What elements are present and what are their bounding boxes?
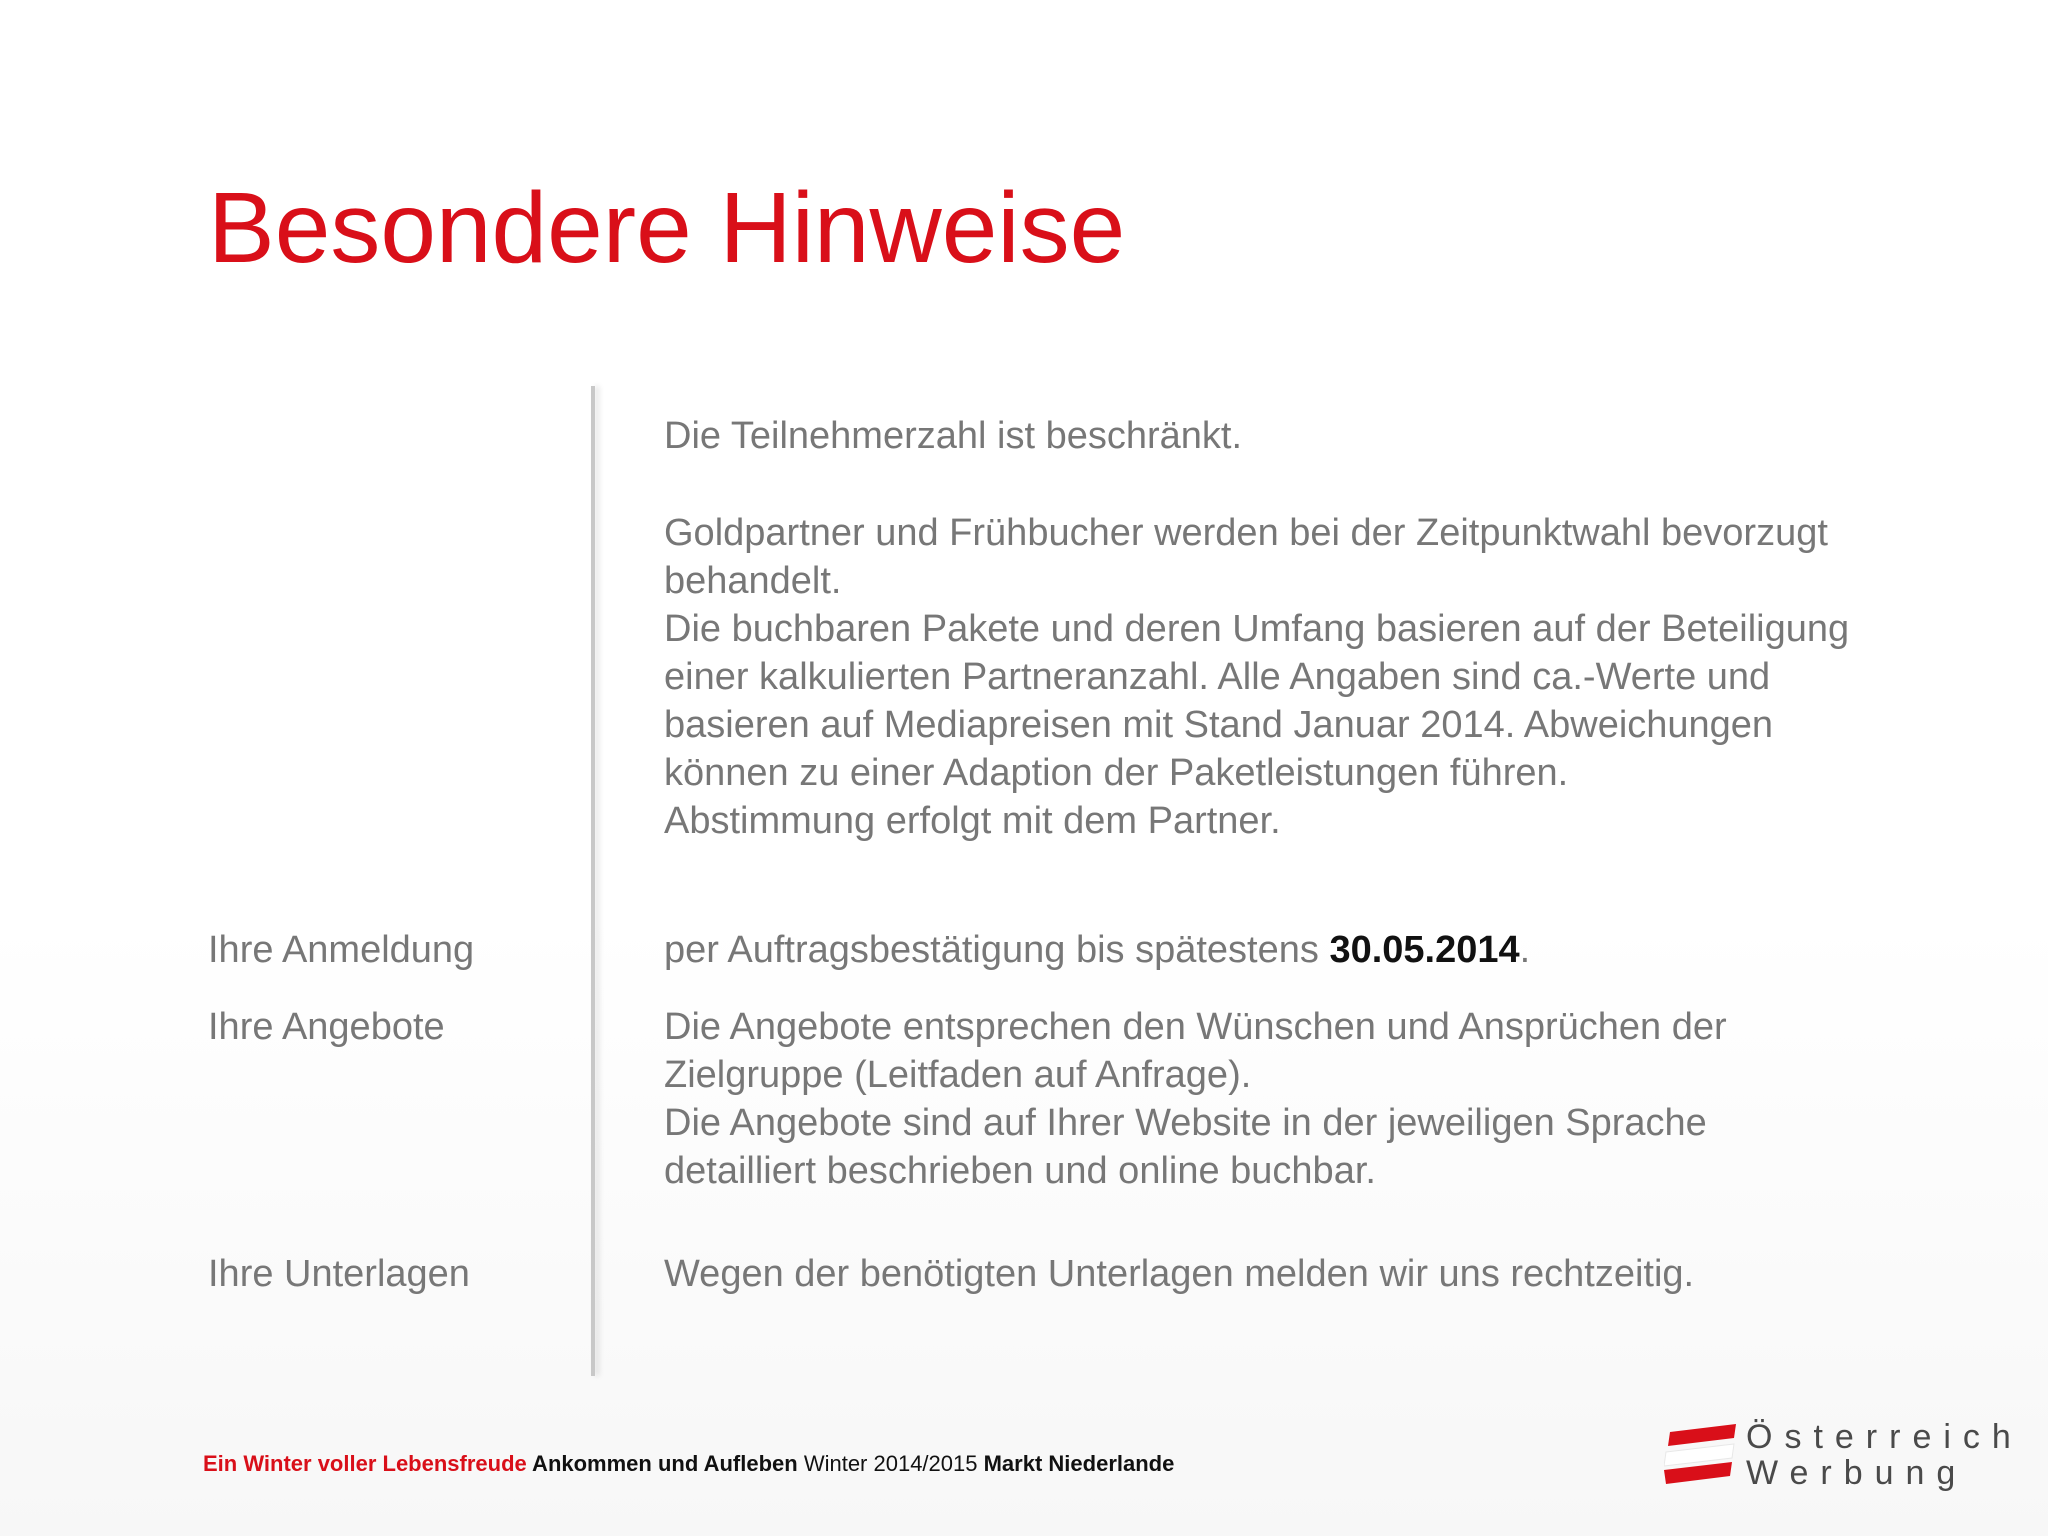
- note-goldpartner-line-1: Goldpartner und Frühbucher werden bei der Zeitpunktwahl bevorzugt: [664, 512, 1828, 554]
- anmeldung-deadline-date: 30.05.2014: [1329, 929, 1520, 971]
- footer-subtitle: Ankommen und Aufleben: [526, 1451, 798, 1476]
- angebote-line-2: Zielgruppe (Leitfaden auf Anfrage).: [664, 1054, 1252, 1096]
- label-unterlagen: Ihre Unterlagen: [208, 1253, 470, 1295]
- angebote-line-3: Die Angebote sind auf Ihrer Website in der jeweiligen Sprache: [664, 1102, 1707, 1144]
- note-packages-line-2: einer kalkulierten Partneranzahl. Alle Angaben sind ca.-Werte und: [664, 656, 1771, 698]
- anmeldung-text: [664, 926, 1530, 974]
- vertical-divider: [591, 386, 595, 1376]
- label-angebote: Ihre Angebote: [208, 1006, 445, 1048]
- note-participants: Die Teilnehmerzahl ist beschränkt.: [664, 415, 1243, 457]
- anmeldung-text-prefix: per Auftragsbestätigung bis spätestens: [664, 929, 1330, 971]
- note-packages-line-5: Abstimmung erfolgt mit dem Partner.: [664, 800, 1281, 842]
- footer-slogan: Ein Winter voller Lebensfreude: [203, 1451, 527, 1476]
- footer-season: Winter 2014/2015: [797, 1451, 984, 1476]
- anmeldung-text-suffix: .: [1519, 929, 1531, 971]
- footer-market: Markt Niederlande: [983, 1451, 1175, 1476]
- slide-title: Besondere Hinweise: [208, 172, 1126, 284]
- note-packages-line-1: Die buchbaren Pakete und deren Umfang basieren auf der Beteiligung: [664, 608, 1850, 650]
- unterlagen-text: Wegen der benötigten Unterlagen melden wir uns rechtzeitig.: [664, 1253, 1695, 1295]
- note-goldpartner-line-2: behandelt.: [664, 560, 842, 602]
- logo-text-line-1: Österreich: [1746, 1418, 2023, 1456]
- label-anmeldung: Ihre Anmeldung: [208, 929, 475, 971]
- footer-campaign: [203, 1450, 1174, 1478]
- angebote-line-1: Die Angebote entsprechen den Wünschen und Ansprüchen der: [664, 1006, 1727, 1048]
- note-packages-line-3: basieren auf Mediapreisen mit Stand Januar 2014. Abweichungen: [664, 704, 1774, 746]
- logo-text-line-2: Werbung: [1746, 1454, 1968, 1492]
- angebote-line-4: detailliert beschrieben und online buchbar.: [664, 1150, 1376, 1192]
- note-packages-line-4: können zu einer Adaption der Paketleistungen führen.: [664, 752, 1569, 794]
